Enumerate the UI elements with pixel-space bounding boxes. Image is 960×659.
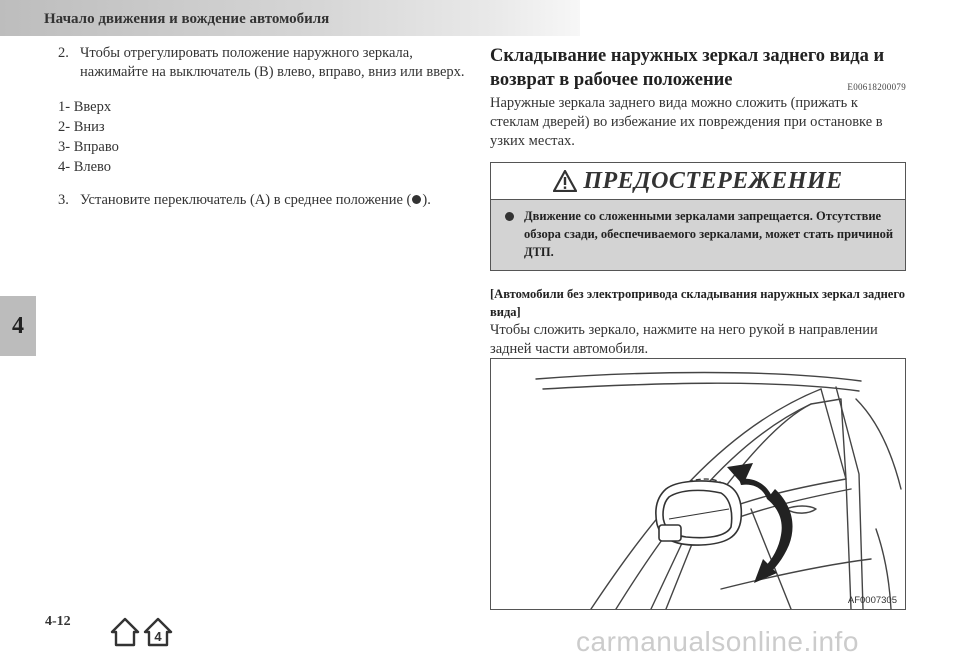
body-crease	[721, 559, 871, 589]
header-bar	[0, 0, 580, 36]
window-frame	[716, 399, 846, 499]
bullet-icon	[505, 212, 514, 221]
step-3-text-before: Установите переключатель (A) в среднее положение (	[80, 192, 412, 208]
direction-item: 4- Влево	[58, 159, 112, 175]
header-title: Начало движения и вождение автомобиля	[44, 11, 330, 27]
step-3-number: 3.	[58, 192, 69, 208]
intro-paragraph: Наружные зеркала заднего вида можно сложить (прижать к стеклам дверей) во избежание их повреждения при остановке в узких местах.	[490, 95, 883, 149]
warning-header	[491, 163, 905, 200]
chapter-contents-icon[interactable]	[142, 616, 174, 648]
watermark: carmanualsonline.info	[576, 626, 859, 657]
warning-title: ПРЕДОСТЕРЕЖЕНИЕ	[583, 167, 843, 194]
step-3-text	[80, 191, 468, 210]
center-position-dot-icon	[412, 195, 421, 204]
warning-box	[490, 162, 906, 271]
right-column	[490, 44, 906, 397]
warning-text: Движение со сложенными зеркалами запрещается. Отсутствие обзора сзади, обеспечиваемого зеркалами, может стать причиной ДТП.	[524, 209, 894, 259]
warning-body	[491, 200, 905, 270]
mirror-drawing	[491, 359, 905, 609]
handle	[786, 506, 816, 513]
step-2-text: Чтобы отрегулировать положение наружного зеркала, нажимайте на выключатель (B) влево, вправо, вниз или вверх.	[80, 45, 465, 80]
step-2-number: 2.	[58, 45, 69, 61]
page-number: 4-12	[45, 614, 71, 629]
left-column	[58, 44, 468, 210]
direction-item: 1- Вверх	[58, 99, 112, 115]
step-2	[58, 44, 468, 82]
rear-window-edge	[856, 399, 901, 489]
direction-list	[58, 97, 468, 177]
chapter-contents-number: 4	[154, 629, 162, 644]
figure-code: AF0007305	[847, 595, 897, 606]
direction-item: 2- Вниз	[58, 119, 105, 135]
b-pillar	[821, 389, 851, 609]
roof-line-inner	[543, 383, 859, 391]
mirror-open	[656, 481, 741, 545]
chapter-tab[interactable]: 4	[0, 296, 36, 356]
warning-triangle-icon	[553, 170, 577, 192]
section-code: E00618200079	[847, 82, 906, 92]
step-3	[58, 191, 468, 210]
home-icon[interactable]	[110, 616, 140, 648]
section-title: Складывание наружных зеркал заднего вида и возврат в рабочее положение	[490, 46, 885, 90]
subheading: [Автомобили без электропривода складывания наружных зеркал заднего вида]	[490, 287, 905, 319]
fold-instruction: Чтобы сложить зеркало, нажмите на него рукой в направлении задней части автомобиля.	[490, 322, 878, 357]
step-3-text-after: ).	[422, 192, 431, 208]
mirror-illustration	[490, 358, 906, 610]
direction-item: 3- Вправо	[58, 139, 119, 155]
roof-line	[536, 373, 861, 382]
